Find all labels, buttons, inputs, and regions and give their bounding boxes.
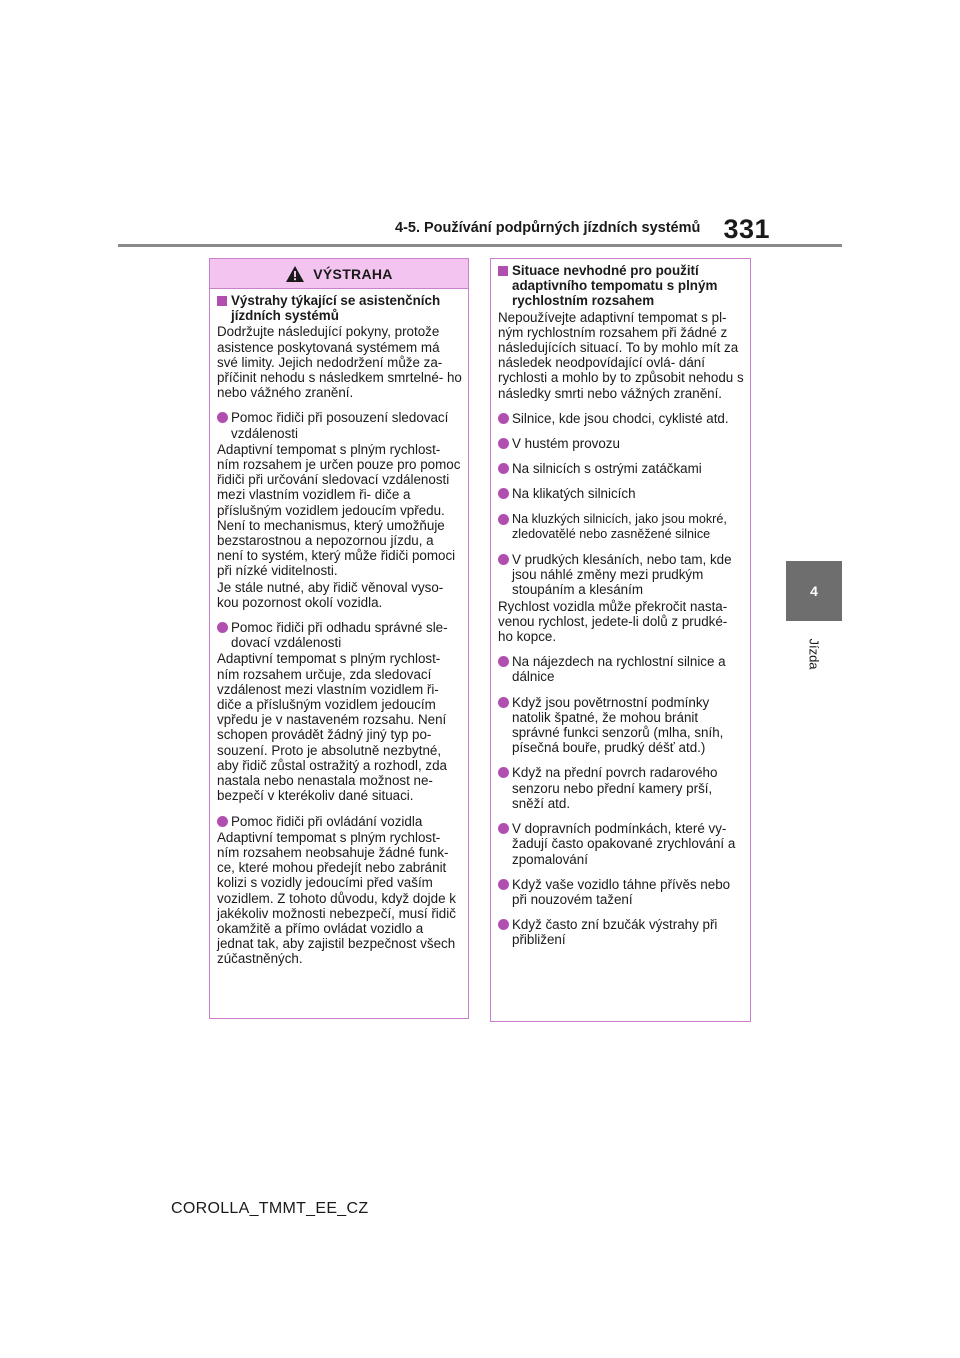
round-bullet-icon	[498, 438, 509, 449]
round-bullet-icon	[498, 656, 509, 667]
chapter-label-text: Jízda	[806, 638, 822, 670]
situations-box	[490, 258, 751, 1022]
chapter-label	[786, 634, 842, 674]
situation-item: Když jsou povětrnostní podmínky natolik špatné, že mohou bránit správné funkci senzorů (mlha, sníh, písečná bouře, prudký déšť atd.)	[498, 695, 744, 756]
round-bullet-icon	[498, 919, 509, 930]
round-bullet-icon	[217, 412, 228, 423]
warning-box	[209, 258, 469, 1019]
warning-item-title: Pomoc řidiči při odhadu správné sle- dovací vzdálenosti	[217, 620, 462, 650]
situations-intro: Nepoužívejte adaptivní tempomat s pl- ným rychlostním rozsahem při žádné z následujících situací. To by mohlo mít za následek neodpovídající ovlá- dání rychlosti a mohlo by to způsobit nehodu s následky smrti nebo vážných zranění.	[498, 309, 744, 401]
header-divider	[118, 244, 842, 247]
round-bullet-icon	[498, 823, 509, 834]
warning-item-text: Adaptivní tempomat s plným rychlost- ním rozsahem určuje, zda sledovací vzdálenost mezi vlastním vozidlem ři- diče a příslušným vozidlem jedoucím vpředu je v nastaveném rozsahu. Není schopen provádět žádný jiný typ po- souzení. Proto je absolutně nezbytné, aby řidič zůstal ostražitý a rozhodl, zda nastala nebo nenastala možnost ne- bezpečí v kterékoliv dané situaci.	[217, 651, 447, 804]
situation-item: Na nájezdech na rychlostní silnice a dálnice	[498, 654, 744, 684]
square-bullet-icon	[217, 296, 227, 306]
chapter-number-tab: 4	[786, 561, 842, 621]
square-bullet-icon	[498, 266, 508, 276]
round-bullet-icon	[498, 697, 509, 708]
situation-item-text: Rychlost vozidla může překročit nasta- venou rychlost, jedete-li dolů z prudké- ho kopce.	[498, 598, 728, 645]
situation-item: Na silnicích s ostrými zatáčkami	[498, 461, 744, 476]
situation-item: V dopravních podmínkách, které vy- žadují často opakované zrychlování a zpomalování	[498, 821, 744, 867]
round-bullet-icon	[217, 816, 228, 827]
round-bullet-icon	[498, 767, 509, 778]
warning-item-text: Je stále nutné, aby řidič věnoval vyso- kou pozornost okolí vozidla.	[217, 579, 444, 610]
situation-item: Když vaše vozidlo táhne přívěs nebo při nouzovém tažení	[498, 877, 744, 907]
warning-item-title: Pomoc řidiči při posouzení sledovací vzdálenosti	[217, 410, 462, 440]
situations-body	[491, 259, 750, 948]
situation-item: Když na přední povrch radarového senzoru nebo přední kamery prší, sněží atd.	[498, 765, 744, 811]
warning-heading: Výstrahy týkající se asistenčních jízdních systémů	[217, 293, 462, 323]
section-title: 4-5. Používání podpůrných jízdních systémů	[395, 220, 701, 236]
situations-heading: Situace nevhodné pro použití adaptivního tempomatu s plným rychlostním rozsahem	[498, 263, 744, 309]
round-bullet-icon	[498, 879, 509, 890]
round-bullet-icon	[498, 514, 509, 525]
warning-body	[210, 289, 468, 967]
warning-title: VÝSTRAHA	[313, 265, 393, 282]
round-bullet-icon	[498, 413, 509, 424]
situation-item: Když často zní bzučák výstrahy při přibližení	[498, 917, 744, 947]
warning-header	[210, 259, 468, 289]
page-number: 331	[723, 214, 770, 244]
situation-item: V hustém provozu	[498, 436, 744, 451]
document-code: COROLLA_TMMT_EE_CZ	[171, 1200, 369, 1217]
warning-item-text: Adaptivní tempomat s plným rychlost- ním rozsahem neobsahuje žádné funk- ce, které mohou předejít nebo zabránit kolizi s vozidly jedoucími před vaším vozidlem. Z tohoto důvodu, když dojde k jakékoliv možnosti nebezpečí, musí řidič okamžitě a přímo ovládat vozidlo a jednat tak, aby zajistil bezpečnost všech zúčastněných.	[217, 829, 456, 967]
warning-item-title: Pomoc řidiči při ovládání vozidla	[217, 814, 462, 829]
situation-item: Na klikatých silnicích	[498, 486, 744, 501]
situation-item: Silnice, kde jsou chodci, cyklisté atd.	[498, 411, 744, 426]
round-bullet-icon	[217, 622, 228, 633]
round-bullet-icon	[498, 488, 509, 499]
warning-intro: Dodržujte následující pokyny, protože asistence poskytovaná systémem má své limity. Jejich nedodržení může za- příčinit nehodu s následkem smrtelné- ho nebo vážného zranění.	[217, 324, 462, 401]
situation-item: V prudkých klesáních, nebo tam, kde jsou náhlé změny mezi prudkým stoupáním a klesáním	[498, 552, 744, 598]
warning-triangle-icon	[285, 265, 305, 283]
round-bullet-icon	[498, 463, 509, 474]
round-bullet-icon	[498, 554, 509, 565]
situation-item: Na kluzkých silnicích, jako jsou mokré, zledovatělé nebo zasněžené silnice	[498, 512, 744, 542]
warning-item-text: Adaptivní tempomat s plným rychlost- ním rozsahem je určen pouze pro pomoc řidiči při určování sledovací vzdálenosti mezi vlastním vozidlem ři- diče a příslušným vozidlem jedoucím vpředu. Není to mechanismus, který umožňuje bezstarostnou a nepozornou jízdu, a není to systém, který může řidiči pomoci při nízké viditelnosti.	[217, 441, 461, 579]
